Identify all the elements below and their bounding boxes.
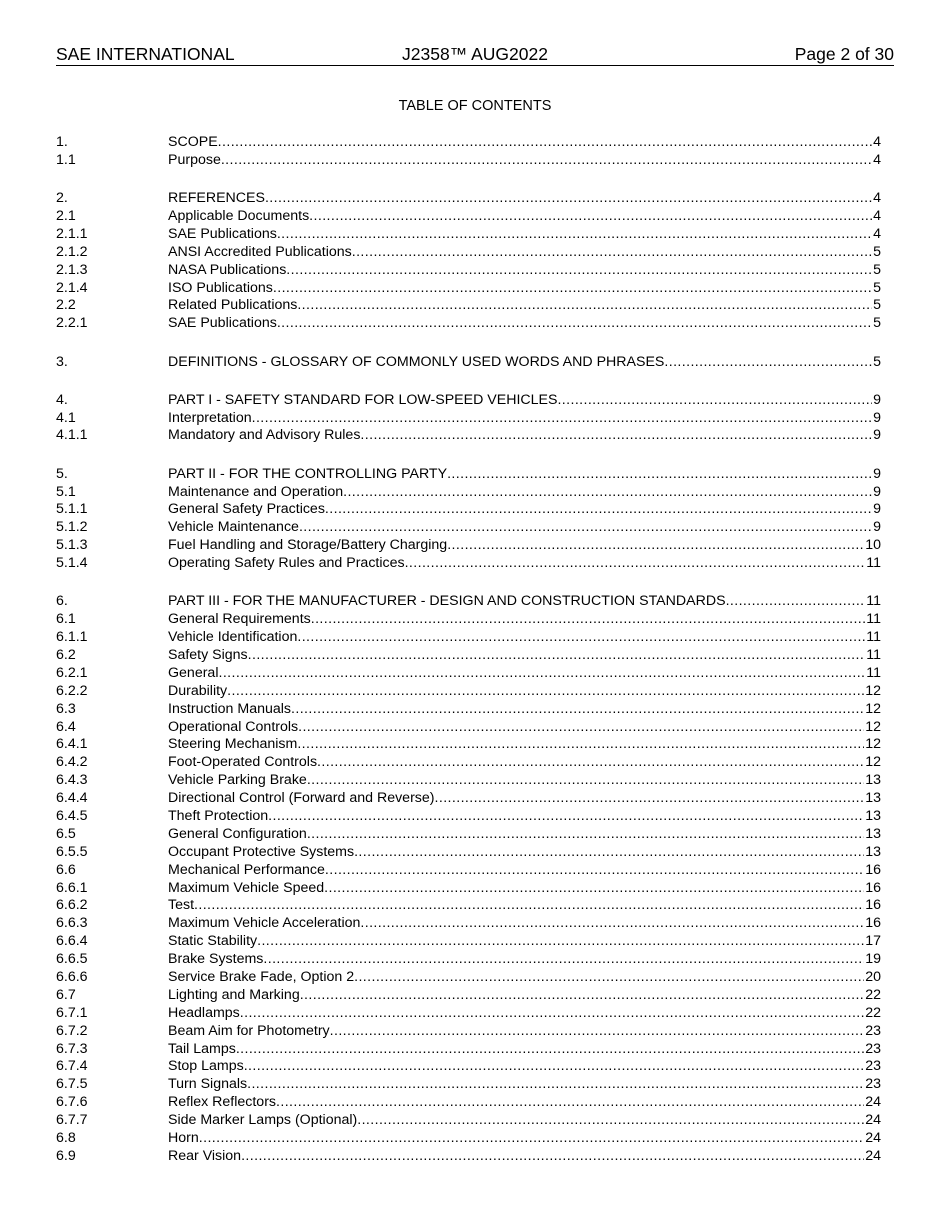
toc-entry-number: 6.4.5 — [56, 807, 88, 824]
toc-entry-number: 2.2 — [56, 297, 76, 314]
toc-entry[interactable] — [56, 152, 881, 170]
toc-entry-page: 12 — [865, 736, 881, 753]
toc-entry-number: 4.1.1 — [56, 427, 88, 444]
toc-entry[interactable] — [56, 1112, 881, 1130]
toc-entry-title: Lighting and Marking — [168, 986, 300, 1003]
header-page-number: Page 2 of 30 — [794, 44, 894, 64]
toc-entry-page: 11 — [866, 593, 881, 610]
toc-entry[interactable] — [56, 226, 881, 244]
toc-entry-page: 12 — [865, 718, 881, 735]
toc-entry-page: 24 — [865, 1130, 881, 1147]
dot-leader — [307, 826, 864, 844]
toc-entry[interactable] — [56, 392, 881, 410]
toc-entry-title: Stop Lamps — [168, 1058, 244, 1075]
toc-entry[interactable] — [56, 208, 881, 226]
dot-leader — [297, 297, 872, 315]
toc-entry-title: Purpose — [168, 151, 221, 168]
toc-section-group — [56, 392, 881, 446]
toc-entry-number: 6.4.4 — [56, 790, 88, 807]
toc-entry-page: 13 — [865, 825, 881, 842]
toc-entry-title: General Safety Practices — [168, 501, 325, 518]
toc-entry-title: Horn — [168, 1130, 199, 1147]
toc-entry[interactable] — [56, 683, 881, 701]
toc-entry[interactable] — [56, 880, 881, 898]
toc-section-group — [56, 354, 881, 372]
toc-entry[interactable] — [56, 665, 881, 683]
toc-entry[interactable] — [56, 933, 881, 951]
toc-entry-title: Durability — [168, 682, 228, 699]
toc-entry-page: 16 — [865, 915, 881, 932]
toc-entry-title: Operational Controls — [168, 718, 299, 735]
dot-leader — [447, 466, 872, 484]
toc-entry-page: 10 — [865, 537, 881, 554]
toc-entry-number: 6.7.6 — [56, 1094, 88, 1111]
toc-entry-number: 1.1 — [56, 151, 76, 168]
toc-entry-title: General Configuration — [168, 825, 307, 842]
toc-entry-page: 4 — [873, 225, 881, 242]
toc-entry-title: Operating Safety Rules and Practices — [168, 555, 405, 572]
toc-entry-title: Vehicle Parking Brake — [168, 772, 307, 789]
toc-entry-title: Theft Protection — [168, 807, 269, 824]
toc-entry-page: 5 — [873, 261, 881, 278]
toc-entry-number: 6.6.6 — [56, 969, 88, 985]
toc-entry-page: 11 — [866, 555, 881, 572]
toc-entry-number: 6.6.4 — [56, 933, 88, 950]
toc-entry-page: 5 — [873, 243, 881, 260]
dot-leader — [218, 134, 872, 152]
toc-entry-page: 5 — [873, 353, 881, 370]
toc-entry-title: SAE Publications — [168, 225, 277, 242]
toc-entry-number: 6.7.5 — [56, 1076, 88, 1093]
toc-entry-number: 2.1.3 — [56, 261, 88, 278]
dot-leader — [277, 226, 872, 244]
toc-entry-title: PART I - SAFETY STANDARD FOR LOW-SPEED VEHICLES — [168, 391, 558, 408]
dot-leader — [325, 501, 872, 519]
toc-entry-page: 16 — [865, 861, 881, 878]
toc-entry[interactable] — [56, 410, 881, 428]
toc-entry[interactable] — [56, 1058, 881, 1076]
toc-entry-page: 13 — [865, 843, 881, 860]
toc-entry-title: SAE Publications — [168, 315, 277, 332]
dot-leader — [297, 629, 865, 647]
toc-entry[interactable] — [56, 969, 881, 987]
toc-entry-number: 6.6.3 — [56, 915, 88, 932]
toc-entry[interactable] — [56, 134, 881, 152]
toc-entry-title: PART III - FOR THE MANUFACTURER - DESIGN AND CONSTRUCTION STANDARDS — [168, 593, 726, 610]
toc-entry-title: Occupant Protective Systems — [168, 843, 355, 860]
toc-entry-page: 24 — [865, 1112, 881, 1129]
toc-entry-page: 20 — [865, 969, 881, 985]
dot-leader — [236, 1041, 864, 1059]
toc-entry-title: Tail Lamps — [168, 1040, 236, 1057]
toc-entry[interactable] — [56, 244, 881, 262]
toc-entry[interactable] — [56, 951, 881, 969]
toc-entry-number: 6.7.4 — [56, 1058, 88, 1075]
header-organization: SAE INTERNATIONAL — [56, 44, 235, 64]
toc-entry[interactable] — [56, 1094, 881, 1112]
toc-entry-title: Reflex Reflectors — [168, 1094, 277, 1111]
toc-entry-number: 1. — [56, 134, 68, 150]
toc-entry-page: 9 — [873, 465, 881, 482]
toc-entry-title: Related Publications — [168, 297, 298, 314]
toc-entry-number: 5.1.2 — [56, 519, 88, 536]
toc-entry[interactable] — [56, 297, 881, 315]
toc-entry-title: Brake Systems — [168, 951, 264, 968]
dot-leader — [357, 1112, 864, 1130]
toc-entry-title: Test — [168, 897, 195, 914]
toc-entry-number: 5. — [56, 465, 68, 482]
toc-entry[interactable] — [56, 466, 881, 484]
dot-leader — [300, 987, 865, 1005]
toc-entry-page: 4 — [873, 134, 881, 150]
toc-section-group — [56, 593, 881, 1166]
dot-leader — [218, 665, 865, 683]
toc-entry-page: 5 — [873, 315, 881, 332]
toc-entry-title: General — [168, 664, 219, 681]
toc-entry-number: 6.4.2 — [56, 754, 88, 771]
dot-leader — [244, 1058, 865, 1076]
toc-entry-page: 16 — [865, 897, 881, 914]
toc-section-group — [56, 134, 881, 170]
toc-entry-number: 6.7.1 — [56, 1004, 88, 1021]
toc-entry-number: 6. — [56, 593, 68, 610]
toc-entry-title: Foot-Operated Controls — [168, 754, 318, 771]
toc-entry[interactable] — [56, 987, 881, 1005]
toc-entry[interactable] — [56, 484, 881, 502]
dot-leader — [309, 208, 872, 226]
toc-entry-number: 6.1.1 — [56, 629, 88, 646]
toc-entry-number: 5.1 — [56, 483, 76, 500]
dot-leader — [277, 315, 872, 333]
toc-entry[interactable] — [56, 537, 881, 555]
dot-leader — [291, 701, 864, 719]
toc-entry-number: 6.2.2 — [56, 682, 88, 699]
toc-entry-title: Safety Signs — [168, 646, 248, 663]
dot-leader — [330, 1023, 865, 1041]
toc-entry-number: 6.8 — [56, 1130, 76, 1147]
dot-leader — [297, 736, 864, 754]
toc-entry-page: 11 — [866, 646, 881, 663]
toc-entry-number: 6.9 — [56, 1147, 76, 1164]
toc-entry-title: PART II - FOR THE CONTROLLING PARTY — [168, 465, 448, 482]
toc-entry[interactable] — [56, 519, 881, 537]
toc-entry-number: 6.2 — [56, 646, 76, 663]
dot-leader — [221, 152, 872, 170]
toc-entry[interactable] — [56, 844, 881, 862]
toc-entry-title: Turn Signals — [168, 1076, 248, 1093]
toc-entry-title: Mandatory and Advisory Rules — [168, 427, 361, 444]
toc-entry[interactable] — [56, 719, 881, 737]
toc-entry-title: Steering Mechanism — [168, 736, 298, 753]
dot-leader — [354, 844, 864, 862]
toc-entry-title: Service Brake Fade, Option 2 — [168, 969, 355, 985]
dot-leader — [276, 1094, 864, 1112]
toc-entry[interactable] — [56, 1076, 881, 1094]
toc-entry-page: 11 — [866, 664, 881, 681]
dot-leader — [726, 593, 866, 611]
dot-leader — [405, 555, 866, 573]
dot-leader — [360, 915, 864, 933]
toc-section-group — [56, 466, 881, 573]
toc-entry-title: General Requirements — [168, 611, 311, 628]
toc-entry-number: 2.1 — [56, 207, 76, 224]
toc-entry-number: 2.1.4 — [56, 279, 88, 296]
toc-entry-page: 4 — [873, 207, 881, 224]
table-of-contents — [56, 134, 881, 1186]
toc-entry-title: Instruction Manuals — [168, 700, 292, 717]
toc-entry[interactable] — [56, 427, 881, 445]
toc-entry-number: 6.6.2 — [56, 897, 88, 914]
toc-entry-number: 6.6.1 — [56, 879, 88, 896]
toc-entry-page: 12 — [865, 754, 881, 771]
toc-entry-page: 4 — [873, 190, 881, 207]
toc-entry-number: 2.1.2 — [56, 243, 88, 260]
toc-entry-title: Rear Vision — [168, 1147, 242, 1164]
toc-entry-title: ISO Publications — [168, 279, 273, 296]
toc-entry[interactable] — [56, 736, 881, 754]
dot-leader — [435, 790, 865, 808]
toc-entry-number: 6.5 — [56, 825, 76, 842]
dot-leader — [324, 880, 864, 898]
toc-entry-page: 22 — [865, 1004, 881, 1021]
toc-entry-title: Maximum Vehicle Acceleration — [168, 915, 361, 932]
toc-entry-title: Directional Control (Forward and Reverse) — [168, 790, 435, 807]
toc-entry-title: REFERENCES — [168, 190, 265, 207]
toc-entry-page: 12 — [865, 682, 881, 699]
dot-leader — [247, 1076, 864, 1094]
toc-entry-number: 6.7 — [56, 986, 76, 1003]
toc-entry-page: 23 — [865, 1040, 881, 1057]
toc-entry-number: 6.7.7 — [56, 1112, 88, 1129]
toc-entry[interactable] — [56, 611, 881, 629]
toc-entry-page: 9 — [873, 519, 881, 536]
toc-entry-number: 6.6.5 — [56, 951, 88, 968]
toc-entry-title: ANSI Accredited Publications — [168, 243, 352, 260]
toc-entry-page: 9 — [873, 483, 881, 500]
toc-entry-page: 13 — [865, 807, 881, 824]
toc-entry-page: 13 — [865, 772, 881, 789]
toc-entry-title: Beam Aim for Photometry — [168, 1022, 330, 1039]
toc-entry-title: Maintenance and Operation — [168, 483, 344, 500]
toc-entry-number: 6.2.1 — [56, 664, 88, 681]
toc-heading: TABLE OF CONTENTS — [398, 98, 552, 114]
toc-entry[interactable] — [56, 354, 881, 372]
toc-entry[interactable] — [56, 593, 881, 611]
toc-entry-page: 19 — [865, 951, 881, 968]
toc-entry[interactable] — [56, 754, 881, 772]
toc-entry-page: 24 — [865, 1094, 881, 1111]
toc-entry-title: Side Marker Lamps (Optional) — [168, 1112, 358, 1129]
toc-entry-page: 23 — [865, 1058, 881, 1075]
dot-leader — [199, 1130, 864, 1148]
header-document-id: J2358™ AUG2022 — [402, 44, 548, 64]
toc-entry[interactable] — [56, 501, 881, 519]
toc-entry[interactable] — [56, 862, 881, 880]
dot-leader — [227, 683, 864, 701]
toc-entry[interactable] — [56, 826, 881, 844]
dot-leader — [325, 862, 864, 880]
toc-entry-number: 6.7.3 — [56, 1040, 88, 1057]
dot-leader — [352, 244, 872, 262]
toc-entry-title: Mechanical Performance — [168, 861, 325, 878]
toc-entry-number: 5.1.3 — [56, 537, 88, 554]
toc-entry-page: 23 — [865, 1076, 881, 1093]
toc-entry-number: 6.6 — [56, 861, 76, 878]
toc-entry[interactable] — [56, 808, 881, 826]
dot-leader — [311, 611, 866, 629]
toc-entry-title: Headlamps — [168, 1004, 240, 1021]
toc-entry-number: 6.5.5 — [56, 843, 88, 860]
dot-leader — [664, 354, 872, 372]
toc-entry[interactable] — [56, 629, 881, 647]
toc-entry-number: 6.4.3 — [56, 772, 88, 789]
toc-entry-number: 5.1.1 — [56, 501, 88, 518]
toc-entry-page: 9 — [873, 391, 881, 408]
toc-entry-page: 23 — [865, 1022, 881, 1039]
toc-entry-page: 5 — [873, 279, 881, 296]
toc-entry-page: 11 — [866, 629, 881, 646]
toc-entry-number: 5.1.4 — [56, 555, 88, 572]
toc-entry-page: 9 — [873, 427, 881, 444]
dot-leader — [307, 772, 864, 790]
toc-entry-number: 6.4.1 — [56, 736, 88, 753]
toc-entry-page: 16 — [865, 879, 881, 896]
toc-entry-number: 6.7.2 — [56, 1022, 88, 1039]
toc-entry-page: 24 — [865, 1147, 881, 1164]
toc-entry[interactable] — [56, 1148, 881, 1166]
toc-entry[interactable] — [56, 555, 881, 573]
toc-entry-page: 13 — [865, 790, 881, 807]
toc-section-group — [56, 190, 881, 333]
dot-leader — [241, 1148, 864, 1166]
toc-entry-page: 12 — [865, 700, 881, 717]
toc-entry[interactable] — [56, 190, 881, 208]
dot-leader — [240, 1005, 864, 1023]
dot-leader — [194, 897, 864, 915]
dot-leader — [343, 484, 872, 502]
toc-entry[interactable] — [56, 790, 881, 808]
toc-entry-number: 4. — [56, 391, 68, 408]
toc-entry[interactable] — [56, 772, 881, 790]
toc-entry[interactable] — [56, 1005, 881, 1023]
toc-entry[interactable] — [56, 280, 881, 298]
dot-leader — [265, 190, 872, 208]
toc-entry[interactable] — [56, 1130, 881, 1148]
toc-entry-title: SCOPE — [168, 134, 218, 150]
toc-entry[interactable] — [56, 262, 881, 280]
toc-entry-number: 2.1.1 — [56, 225, 88, 242]
toc-entry[interactable] — [56, 1023, 881, 1041]
page-header — [56, 44, 894, 66]
dot-leader — [299, 519, 872, 537]
toc-entry-number: 6.3 — [56, 700, 76, 717]
dot-leader — [360, 427, 872, 445]
dot-leader — [252, 410, 873, 428]
toc-entry-page: 11 — [866, 611, 881, 628]
dot-leader — [557, 392, 872, 410]
dot-leader — [268, 808, 864, 826]
toc-entry-title: Maximum Vehicle Speed — [168, 879, 325, 896]
toc-entry-title: Vehicle Maintenance — [168, 519, 299, 536]
dot-leader — [354, 969, 864, 987]
toc-entry-number: 6.1 — [56, 611, 76, 628]
toc-entry-page: 5 — [873, 297, 881, 314]
dot-leader — [317, 754, 864, 772]
toc-entry-page: 9 — [873, 409, 881, 426]
toc-entry-number: 2. — [56, 190, 68, 207]
toc-entry-number: 6.4 — [56, 718, 76, 735]
dot-leader — [248, 647, 866, 665]
toc-entry-page: 22 — [865, 986, 881, 1003]
toc-entry[interactable] — [56, 1041, 881, 1059]
toc-entry-title: Vehicle Identification — [168, 629, 298, 646]
toc-entry-title: DEFINITIONS - GLOSSARY OF COMMONLY USED WORDS AND PHRASES — [168, 353, 665, 370]
toc-entry-page: 4 — [873, 151, 881, 168]
toc-entry-page: 9 — [873, 501, 881, 518]
toc-entry-number: 2.2.1 — [56, 315, 88, 332]
toc-entry-title: Applicable Documents — [168, 207, 310, 224]
dot-leader — [263, 951, 864, 969]
toc-entry-number: 3. — [56, 353, 68, 370]
toc-entry[interactable] — [56, 897, 881, 915]
dot-leader — [286, 262, 872, 280]
toc-entry-number: 4.1 — [56, 409, 76, 426]
toc-entry[interactable] — [56, 315, 881, 333]
toc-entry-title: Static Stability — [168, 933, 258, 950]
toc-entry-page: 17 — [865, 933, 881, 950]
dot-leader — [273, 280, 872, 298]
toc-entry[interactable] — [56, 701, 881, 719]
dot-leader — [447, 537, 864, 555]
toc-entry[interactable] — [56, 915, 881, 933]
toc-entry-title: Fuel Handling and Storage/Battery Charging — [168, 537, 448, 554]
dot-leader — [298, 719, 864, 737]
toc-entry-title: NASA Publications — [168, 261, 287, 278]
toc-entry[interactable] — [56, 647, 881, 665]
toc-entry-title: Interpretation — [168, 409, 252, 426]
dot-leader — [257, 933, 864, 951]
